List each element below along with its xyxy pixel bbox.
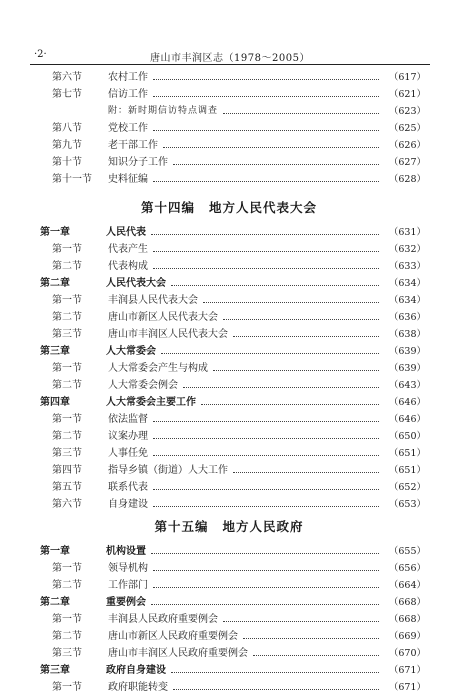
toc-entry-label: 第一节 — [52, 295, 82, 306]
toc-entry-title: 机构设置 — [106, 546, 146, 557]
leader-dots — [161, 345, 379, 354]
toc-section-row — [32, 426, 426, 443]
toc-entry-label: 第四节 — [52, 465, 82, 476]
leader-dots — [153, 260, 379, 269]
toc-entry-label: 第二章 — [40, 597, 70, 608]
leader-dots — [173, 156, 379, 165]
leader-dots — [183, 379, 379, 388]
toc-entry-label: 第七节 — [52, 89, 82, 100]
part-label: 第十五编 — [154, 519, 209, 534]
toc-entry-title: 工作部门 — [108, 580, 148, 591]
leader-dots — [153, 243, 379, 252]
toc-entry-page: （639） — [388, 362, 426, 374]
toc-entry-page: （671） — [388, 664, 426, 676]
toc-section-row — [32, 375, 426, 392]
toc-group-part14 — [32, 222, 426, 511]
toc-entry-title: 丰润县人民代表大会 — [108, 295, 198, 306]
leader-dots — [171, 664, 379, 673]
toc-group-part15 — [32, 541, 426, 694]
leader-dots — [253, 647, 379, 656]
leader-dots — [151, 545, 379, 554]
toc-entry-title: 人民代表大会 — [106, 278, 166, 289]
toc-entry-title: 联系代表 — [108, 482, 148, 493]
toc-entry-page: （643） — [388, 379, 426, 391]
toc-entry-label: 第十节 — [52, 157, 82, 168]
toc-entry-title: 唐山市新区人民政府重要例会 — [108, 631, 238, 642]
leader-dots — [163, 139, 379, 148]
toc-section-row — [32, 290, 426, 307]
toc-entry-label: 第六节 — [52, 72, 82, 83]
toc-entry-page: （636） — [388, 311, 426, 323]
toc-entry-title: 农村工作 — [108, 72, 148, 83]
part-heading — [32, 192, 426, 222]
toc-entry-label: 第二节 — [52, 380, 82, 391]
toc-entry-page: （623） — [388, 105, 426, 117]
toc-chapter-row — [32, 541, 426, 558]
toc-section-row — [32, 477, 426, 494]
toc-entry-page: （638） — [388, 328, 426, 340]
toc-entry-page: （671） — [388, 681, 426, 693]
toc-entry-label: 第二节 — [52, 580, 82, 591]
leader-dots — [153, 447, 379, 456]
toc-entry-label: 第二节 — [52, 261, 82, 272]
toc-entry-label: 第一节 — [52, 563, 82, 574]
toc-entry-title: 附：新时期信访特点调查 — [108, 106, 219, 116]
toc-entry-label: 第五节 — [52, 482, 82, 493]
toc-entry-page: （621） — [388, 88, 426, 100]
leader-dots — [201, 396, 379, 405]
toc-entry-page: （639） — [388, 345, 426, 357]
leader-dots — [233, 328, 379, 337]
toc-entry-label: 第十一节 — [52, 174, 92, 185]
toc-chapter-row — [32, 273, 426, 290]
leader-dots — [153, 71, 379, 80]
toc-section-row — [32, 84, 426, 101]
toc-entry-title: 信访工作 — [108, 89, 148, 100]
toc-section-row — [32, 152, 426, 169]
toc-entry-page: （631） — [388, 226, 426, 238]
toc-entry-title: 自身建设 — [108, 499, 148, 510]
toc-section-row — [32, 575, 426, 592]
page-header — [30, 40, 430, 65]
leader-dots — [203, 294, 379, 303]
toc-section-row — [32, 67, 426, 84]
leader-dots — [153, 498, 379, 507]
toc-chapter-row — [32, 341, 426, 358]
leader-dots — [153, 122, 379, 131]
toc-entry-label: 第一章 — [40, 227, 70, 238]
toc-entry-label: 第六节 — [52, 499, 82, 510]
toc-entry-page: （634） — [388, 277, 426, 289]
toc-entry-page: （626） — [388, 139, 426, 151]
toc-entry-page: （632） — [388, 243, 426, 255]
toc-entry-title: 领导机构 — [108, 563, 148, 574]
toc-entry-page: （628） — [388, 173, 426, 185]
leader-dots — [151, 226, 379, 235]
part-title: 地方人民政府 — [222, 519, 304, 534]
toc-entry-page: （651） — [388, 447, 426, 459]
toc-entry-page: （617） — [388, 71, 426, 83]
toc-entry-label: 第一节 — [52, 244, 82, 255]
toc-entry-title: 知识分子工作 — [108, 157, 168, 168]
table-of-contents — [32, 67, 426, 694]
toc-entry-label: 第二节 — [52, 312, 82, 323]
toc-section-row — [32, 239, 426, 256]
toc-entry-title: 政府职能转变 — [108, 682, 168, 693]
leader-dots — [153, 481, 379, 490]
toc-entry-page: （625） — [388, 122, 426, 134]
leader-dots — [153, 579, 379, 588]
toc-entry-title: 人大常委会 — [106, 346, 156, 357]
toc-section-row — [32, 118, 426, 135]
toc-group-part13-tail — [32, 67, 426, 186]
part-heading — [32, 511, 426, 541]
toc-entry-label: 第三章 — [40, 665, 70, 676]
toc-entry-page: （656） — [388, 562, 426, 574]
toc-section-row — [32, 307, 426, 324]
toc-entry-page: （633） — [388, 260, 426, 272]
toc-entry-label: 第一章 — [40, 546, 70, 557]
leader-dots — [153, 88, 379, 97]
toc-entry-label: 第一节 — [52, 363, 82, 374]
toc-entry-page: （652） — [388, 481, 426, 493]
toc-entry-page: （651） — [388, 464, 426, 476]
toc-entry-page: （655） — [388, 545, 426, 557]
toc-section-row — [32, 443, 426, 460]
toc-section-row — [32, 643, 426, 660]
toc-section-row — [32, 324, 426, 341]
toc-entry-page: （670） — [388, 647, 426, 659]
toc-entry-title: 唐山市丰润区人民代表大会 — [108, 329, 228, 340]
toc-entry-title: 代表构成 — [108, 261, 148, 272]
toc-entry-title: 史料征编 — [108, 174, 148, 185]
leader-dots — [223, 613, 379, 622]
toc-entry-label: 第三章 — [40, 346, 70, 357]
toc-entry-label: 第八节 — [52, 123, 82, 134]
leader-dots — [153, 562, 379, 571]
toc-entry-label: 第九节 — [52, 140, 82, 151]
toc-entry-title: 丰润县人民政府重要例会 — [108, 614, 218, 625]
toc-entry-label: 第二章 — [40, 278, 70, 289]
toc-entry-label: 第三节 — [52, 329, 82, 340]
toc-entry-page: （668） — [388, 596, 426, 608]
toc-entry-title: 人事任免 — [108, 448, 148, 459]
toc-entry-page: （646） — [388, 396, 426, 408]
leader-dots — [153, 173, 379, 182]
toc-section-row — [32, 169, 426, 186]
toc-entry-title: 人民代表 — [106, 227, 146, 238]
leader-dots — [223, 105, 379, 114]
part-title: 地方人民代表大会 — [209, 200, 318, 215]
toc-entry-title: 政府自身建设 — [106, 665, 166, 676]
running-title: 唐山市丰润区志（1978～2005） — [150, 53, 310, 64]
leader-dots — [153, 430, 379, 439]
toc-entry-label: 第一节 — [52, 414, 82, 425]
toc-entry-page: （634） — [388, 294, 426, 306]
toc-entry-title: 党校工作 — [108, 123, 148, 134]
leader-dots — [243, 630, 379, 639]
leader-dots — [171, 277, 379, 286]
toc-section-row — [32, 494, 426, 511]
toc-entry-title: 代表产生 — [108, 244, 148, 255]
leader-dots — [223, 311, 379, 320]
toc-chapter-row — [32, 222, 426, 239]
toc-entry-title: 指导乡镇（街道）人大工作 — [108, 465, 228, 476]
toc-section-row — [32, 677, 426, 694]
leader-dots — [151, 596, 379, 605]
toc-entry-page: （653） — [388, 498, 426, 510]
toc-section-row — [32, 609, 426, 626]
toc-section-row — [32, 460, 426, 477]
page-number: ·2· — [34, 49, 47, 60]
toc-entry-title: 依法监督 — [108, 414, 148, 425]
toc-chapter-row — [32, 392, 426, 409]
toc-entry-page: （669） — [388, 630, 426, 642]
leader-dots — [173, 681, 379, 690]
toc-entry-label: 第一节 — [52, 614, 82, 625]
toc-entry-title: 老干部工作 — [108, 140, 158, 151]
toc-entry-page: （664） — [388, 579, 426, 591]
toc-appendix-row — [32, 101, 426, 118]
toc-entry-label: 第三节 — [52, 448, 82, 459]
toc-section-row — [32, 409, 426, 426]
toc-section-row — [32, 256, 426, 273]
toc-entry-title: 人大常委会产生与构成 — [108, 363, 208, 374]
leader-dots — [213, 362, 379, 371]
leader-dots — [233, 464, 379, 473]
toc-section-row — [32, 358, 426, 375]
toc-chapter-row — [32, 592, 426, 609]
part-label: 第十四编 — [140, 200, 195, 215]
toc-entry-page: （650） — [388, 430, 426, 442]
toc-section-row — [32, 558, 426, 575]
toc-section-row — [32, 626, 426, 643]
toc-entry-label: 第二节 — [52, 631, 82, 642]
toc-entry-title: 人大常委会例会 — [108, 380, 178, 391]
toc-entry-page: （668） — [388, 613, 426, 625]
toc-entry-page: （627） — [388, 156, 426, 168]
toc-entry-title: 唐山市新区人民代表大会 — [108, 312, 218, 323]
toc-entry-label: 第二节 — [52, 431, 82, 442]
toc-entry-label: 第一节 — [52, 682, 82, 693]
toc-section-row — [32, 135, 426, 152]
toc-entry-title: 唐山市丰润区人民政府重要例会 — [108, 648, 248, 659]
toc-entry-label: 第四章 — [40, 397, 70, 408]
toc-entry-title: 重要例会 — [106, 597, 146, 608]
toc-entry-label: 第三节 — [52, 648, 82, 659]
leader-dots — [153, 413, 379, 422]
toc-entry-title: 人大常委会主要工作 — [106, 397, 196, 408]
toc-chapter-row — [32, 660, 426, 677]
toc-entry-page: （646） — [388, 413, 426, 425]
toc-entry-title: 议案办理 — [108, 431, 148, 442]
